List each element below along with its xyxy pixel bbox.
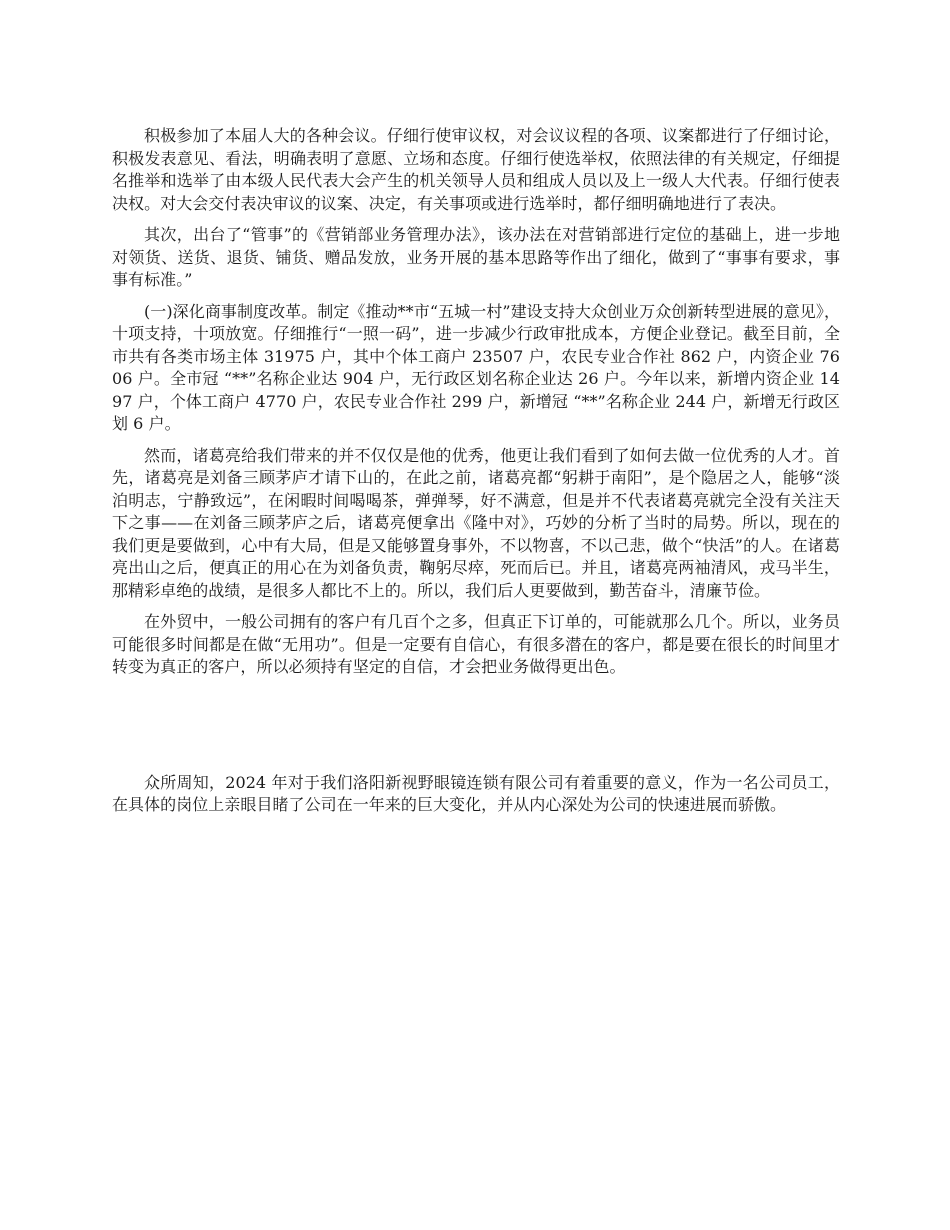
blank-gap xyxy=(112,688,840,772)
document-body xyxy=(112,125,840,826)
paragraph-commercial-reform: (一)深化商事制度改革。制定《推动**市“五城一村”建设支持大众创业万众创新转型进展的意见》，十项支持，十项放宽。仔细推行“一照一码”，进一步减少行政审批成本，方便企业登记。截至目前，全市共有各类市场主体 31975 户，其中个体工商户 23507 户，农民专业合作社 862 户，内资企业 7606 户。全市冠 “**”名称企业达 904 户，无行政区划名称企业达 26 户。今年以来，新增内资企业 1497 户，个体工商户 4770 户，农民专业合作社 299 户，新增冠 “**”名称企业 244 户，新增无行政区划 6 户。 xyxy=(112,301,840,433)
paragraph-company-2024: 众所周知，2024 年对于我们洛阳新视野眼镜连锁有限公司有着重要的意义，作为一名公司员工，在具体的岗位上亲眼目睹了公司在一年来的巨大变化，并从内心深处为公司的快速进展而骄傲。 xyxy=(112,772,840,814)
paragraph-zhuge-liang: 然而，诸葛亮给我们带来的并不仅仅是他的优秀，他更让我们看到了如何去做一位优秀的人才。首先，诸葛亮是刘备三顾茅庐才请下山的，在此之前，诸葛亮都“躬耕于南阳”，是个隐居之人，能够“淡泊明志，宁静致远”，在闲暇时间喝喝茶，弹弹琴，好不满意，但是并不代表诸葛亮就完全没有关注天下之事——在刘备三顾茅庐之后，诸葛亮便拿出《隆中对》，巧妙的分析了当时的局势。所以，现在的我们更是要做到，心中有大局，但是又能够置身事外，不以物喜，不以己悲，做个“快活”的人。在诸葛亮出山之后，便真正的用心在为刘备负责，鞠躬尽瘁，死而后已。并且，诸葛亮两袖清风，戎马半生，那精彩卓绝的战绩，是很多人都比不上的。所以，我们后人更要做到，勤苦奋斗，清廉节俭。 xyxy=(112,445,840,600)
paragraph-foreign-trade: 在外贸中，一般公司拥有的客户有几百个之多，但真正下订单的，可能就那么几个。所以，业务员可能很多时间都是在做“无用功”。但是一定要有自信心，有很多潜在的客户，都是要在很长的时间里才转变为真正的客户，所以必须持有坚定的自信，才会把业务做得更出色。 xyxy=(112,612,840,676)
paragraph-sales-management: 其次，出台了“管事”的《营销部业务管理办法》，该办法在对营销部进行定位的基础上，进一步地对领货、送货、退货、铺货、赠品发放，业务开展的基本思路等作出了细化，做到了“事事有要求，事事有标准。” xyxy=(112,225,840,289)
paragraph-npc-meetings: 积极参加了本届人大的各种会议。仔细行使审议权，对会议议程的各项、议案都进行了仔细讨论，积极发表意见、看法，明确表明了意愿、立场和态度。仔细行使选举权，依照法律的有关规定，仔细提名推举和选举了由本级人民代表大会产生的机关领导人员和组成人员以及上一级人大代表。仔细行使表决权。对大会交付表决审议的议案、决定，有关事项或进行选举时，都仔细明确地进行了表决。 xyxy=(112,126,840,213)
